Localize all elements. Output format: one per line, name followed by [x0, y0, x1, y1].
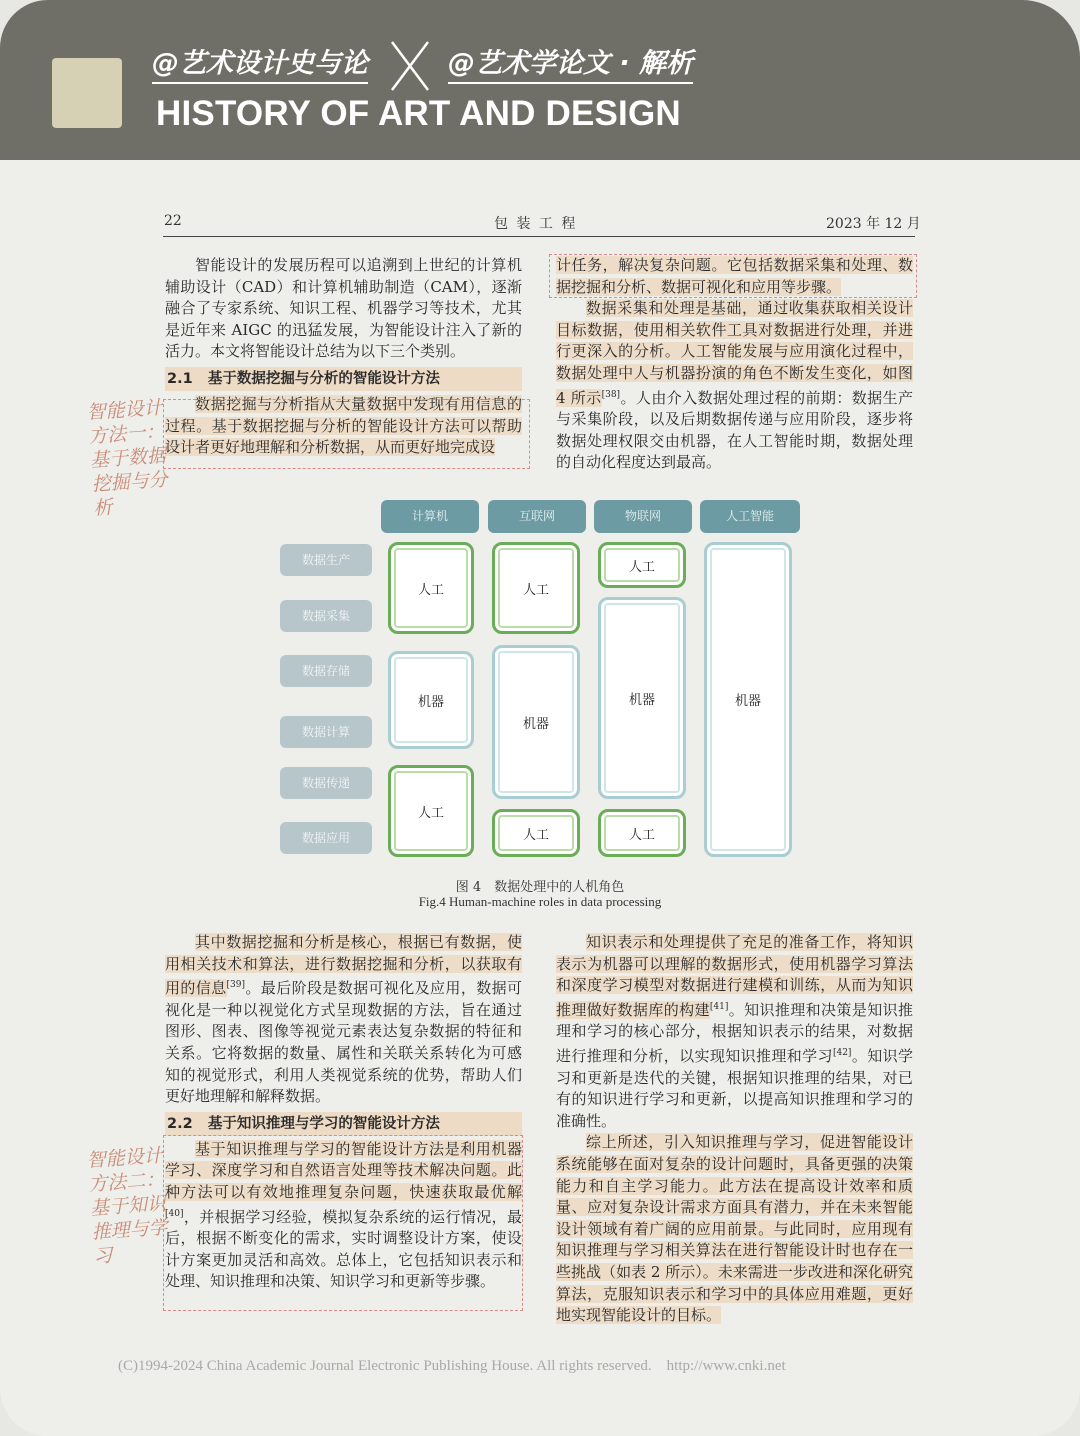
header-banner — [0, 0, 1080, 160]
block-computer-machine: 机器 — [388, 651, 474, 749]
header-rule — [163, 236, 915, 237]
page-number: 22 — [164, 213, 182, 229]
column-header-iot: 物联网 — [594, 500, 692, 533]
section-2-2-heading: 2.2 基于知识推理与学习的智能设计方法 — [165, 1112, 522, 1136]
journal-name: 包 装 工 程 — [494, 216, 578, 232]
issue-date: 2023 年 12 月 — [826, 216, 921, 232]
right-cont-paragraph: 计任务，解决复杂问题。它包括数据采集和处理、数据挖掘和分析、数据可视化和应用等步骤。 — [556, 256, 913, 296]
handwritten-note-1: 智能设计方法一：基于数据挖掘与分析 — [85, 396, 169, 520]
block-computer-human-1: 人工 — [388, 542, 474, 634]
block-iot-human-2: 人工 — [598, 809, 686, 857]
annotation-box-2 — [549, 254, 917, 298]
handwritten-note-2: 智能设计方法二：基于知识推理与学习 — [85, 1144, 169, 1268]
stage-data-application: 数据应用 — [280, 822, 372, 854]
block-iot-machine: 机器 — [598, 597, 686, 799]
stage-data-storage: 数据存储 — [280, 655, 372, 687]
block-ai-machine: 机器 — [704, 542, 792, 857]
knowledge-representation-paragraph: 知识表示和处理提供了充足的准备工作，将知识表示为机器可以理解的数据形式，使用机器学习算法和深度学习模型对数据进行建模和训练，从而为知识推理做好数据库的构建[41]。知识推理和决策是知识推理和学习的核心部分，根据知识表示的结果，对数据进行推理和分析，以实现知识推理和学习[42]。知识学习和更新是迭代的关键，根据知识推理的结果，对已有的知识进行学习和更新，以提高知识推理和学习的准确性。 — [556, 933, 913, 1130]
column-header-ai: 人工智能 — [700, 500, 800, 533]
copyright-footer: (C)1994-2024 China Academic Journal Electronic Publishing House. All rights reserved. http://www.cnki.net — [118, 1358, 786, 1374]
annotation-box-3 — [163, 1135, 523, 1311]
right-column-bottom — [556, 932, 913, 1327]
block-computer-human-2: 人工 — [388, 765, 474, 857]
block-iot-human-1: 人工 — [598, 542, 686, 588]
stage-data-production: 数据生产 — [280, 544, 372, 576]
collab-x-icon — [388, 40, 432, 92]
annotation-box-1 — [163, 399, 530, 469]
data-mining-paragraph: 其中数据挖掘和分析是核心，根据已有数据，使用相关技术和算法，进行数据挖掘和分析，以获取有用的信息[39]。最后阶段是数据可视化及应用，数据可视化是一种以视觉化方式呈现数据的方法，旨在通过图形、图表、图像等视觉元素表达复杂数据的特征和关系。它将数据的数量、属性和关联关系转化为可感知的视觉形式，利用人类视觉系统的优势，帮助人们更好地理解和解释数据。 — [165, 933, 522, 1106]
stage-data-transfer: 数据传递 — [280, 767, 372, 799]
banner-logo-square — [52, 58, 122, 128]
column-header-internet: 互联网 — [488, 500, 586, 533]
banner-title: HISTORY OF ART AND DESIGN — [156, 94, 681, 133]
figure-caption-en: Fig.4 Human-machine roles in data processing — [418, 894, 662, 909]
account-right[interactable]: @艺术学论文 · 解析 — [448, 48, 693, 84]
block-internet-machine: 机器 — [492, 645, 580, 799]
intro-paragraph: 智能设计的发展历程可以追溯到上世纪的计算机辅助设计（CAD）和计算机辅助制造（CAM），逐渐融合了专家系统、知识工程、机器学习等技术，尤其是近年来 AIGC 的迅猛发展，为智能设计注入了新的活力。本文将智能设计总结为以下三个类别。 — [165, 256, 522, 361]
summary-paragraph: 综上所述，引入知识推理与学习，促进智能设计系统能够在面对复杂的设计问题时，具备更强的决策能力和自主学习能力。此方法在提高设计效率和质量、应对复杂设计需求方面具有潜力，并在未来智能设计领域有着广阔的应用前景。与此同时，应用现有知识推理与学习相关算法在进行智能设计时也存在一些挑战（如表 2 所示）。未来需进一步改进和深化研究算法，克服知识表示和学习中的具体应用难题，更好地实现智能设计的目标。 — [556, 1133, 913, 1325]
block-internet-human-2: 人工 — [492, 809, 580, 857]
stage-data-computing: 数据计算 — [280, 716, 372, 748]
data-collection-paragraph: 数据采集和处理是基础，通过收集获取相关设计目标数据，使用相关软件工具对数据进行处理，并进行更深入的分析。人工智能发展与应用演化过程中，数据处理中人与机器扮演的角色不断发生变化，如图 4 所示[38]。人由介入数据处理过程的前期：数据生产与采集阶段，以及后期数据传递与应用阶段，逐步将数据处理权限交由机器，在人工智能时期，数据处理的自动化程度达到最高。 — [556, 299, 913, 472]
cnki-link[interactable]: http://www.cnki.net — [666, 1358, 786, 1374]
section-2-1-heading: 2.1 基于数据挖掘与分析的智能设计方法 — [165, 367, 522, 391]
block-internet-human-1: 人工 — [492, 542, 580, 634]
column-header-computer: 计算机 — [381, 500, 479, 533]
section-2-1-paragraph: 数据挖掘与分析指从大量数据中发现有用信息的过程。基于数据挖掘与分析的智能设计方法可以帮助设计者更好地理解和分析数据，从而更好地完成设 — [165, 394, 522, 457]
figure-caption-cn: 图 4 数据处理中的人机角色 — [455, 880, 625, 895]
account-left[interactable]: @艺术设计史与论 — [152, 48, 368, 84]
stage-data-collection: 数据采集 — [280, 600, 372, 632]
section-2-2-paragraph: 基于知识推理与学习的智能设计方法是利用机器学习、深度学习和自然语言处理等技术解决问题。此种方法可以有效地推理复杂问题，快速获取最优解[40]，并根据学习经验，模拟复杂系统的运行情况，最后，根据不断变化的需求，实时调整设计方案，使设计方案更加灵活和高效。总体上，它包括知识表示和处理、知识推理和决策、知识学习和更新等步骤。 — [165, 1139, 522, 1291]
